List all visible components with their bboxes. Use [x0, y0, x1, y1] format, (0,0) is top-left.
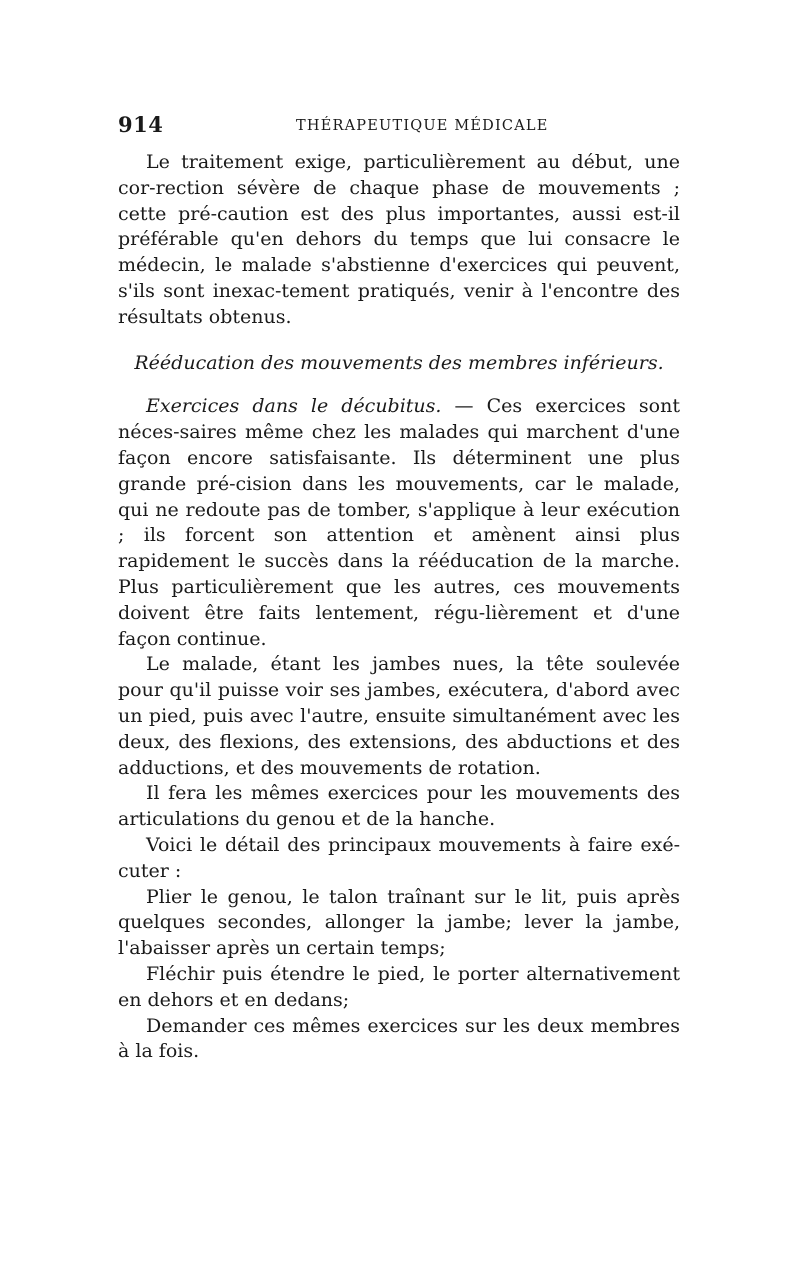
page-header	[118, 112, 680, 142]
paragraph-both-limbs: Demander ces mêmes exercices sur les deux membres à la fois.	[118, 1014, 680, 1063]
paragraph-decubitus	[118, 394, 680, 652]
paragraph-knee-hip: Il fera les mêmes exercices pour les mouvements des articulations du genou et de la hanche.	[118, 782, 680, 831]
body-text	[118, 150, 680, 1065]
page-number: 914	[118, 112, 164, 137]
paragraph-bend-knee: Plier le genou, le talon traînant sur le lit, puis après quelques secondes, allonger la jambe; lever la jambe, l'abaisser après un certain temps;	[118, 885, 680, 960]
paragraph-decubitus-text: — Ces exercices sont néces-saires même chez les malades qui marchent d'une façon encore satisfaisante. Ils déterminent une plus grande pré-cision dans les mouvements, car le malade, qui ne redoute pas de tomber, s'applique à leur exécution ; ils forcent son attention et amènent ainsi plus rapidement le succès dans la rééducation de la marche. Plus particulièrement que les autres, ces mouvements doivent être faits lentement, régu-lièrement et d'une façon continue.	[118, 395, 680, 650]
run-in-heading: Exercices dans le décubitus.	[146, 395, 442, 418]
paragraph-detail: Voici le détail des principaux mouvements à faire exé-cuter :	[118, 833, 680, 882]
paragraph-flex-foot: Fléchir puis étendre le pied, le porter alternativement en dehors et en dedans;	[118, 962, 680, 1011]
paragraph-treatment: Le traitement exige, particulièrement au début, une cor-rection sévère de chaque phase de mouvements ; cette pré-caution est des plus importantes, aussi est-il préférable qu'en dehors du temps que lui consacre le médecin, le malade s'abstienne d'exercices qui peuvent, s'ils sont inexac-tement pratiqués, venir à l'encontre des résultats obtenus.	[118, 151, 680, 328]
section-heading: Rééducation des mouvements des membres inférieurs.	[134, 351, 664, 374]
paragraph-legs: Le malade, étant les jambes nues, la tête soulevée pour qu'il puisse voir ses jambes, exécutera, d'abord avec un pied, puis avec l'autre, ensuite simultanément avec les deux, des flexions, des extensions, des abductions et des adductions, et des mouvements de rotation.	[118, 653, 680, 779]
running-head: THÉRAPEUTIQUE MÉDICALE	[296, 118, 549, 134]
